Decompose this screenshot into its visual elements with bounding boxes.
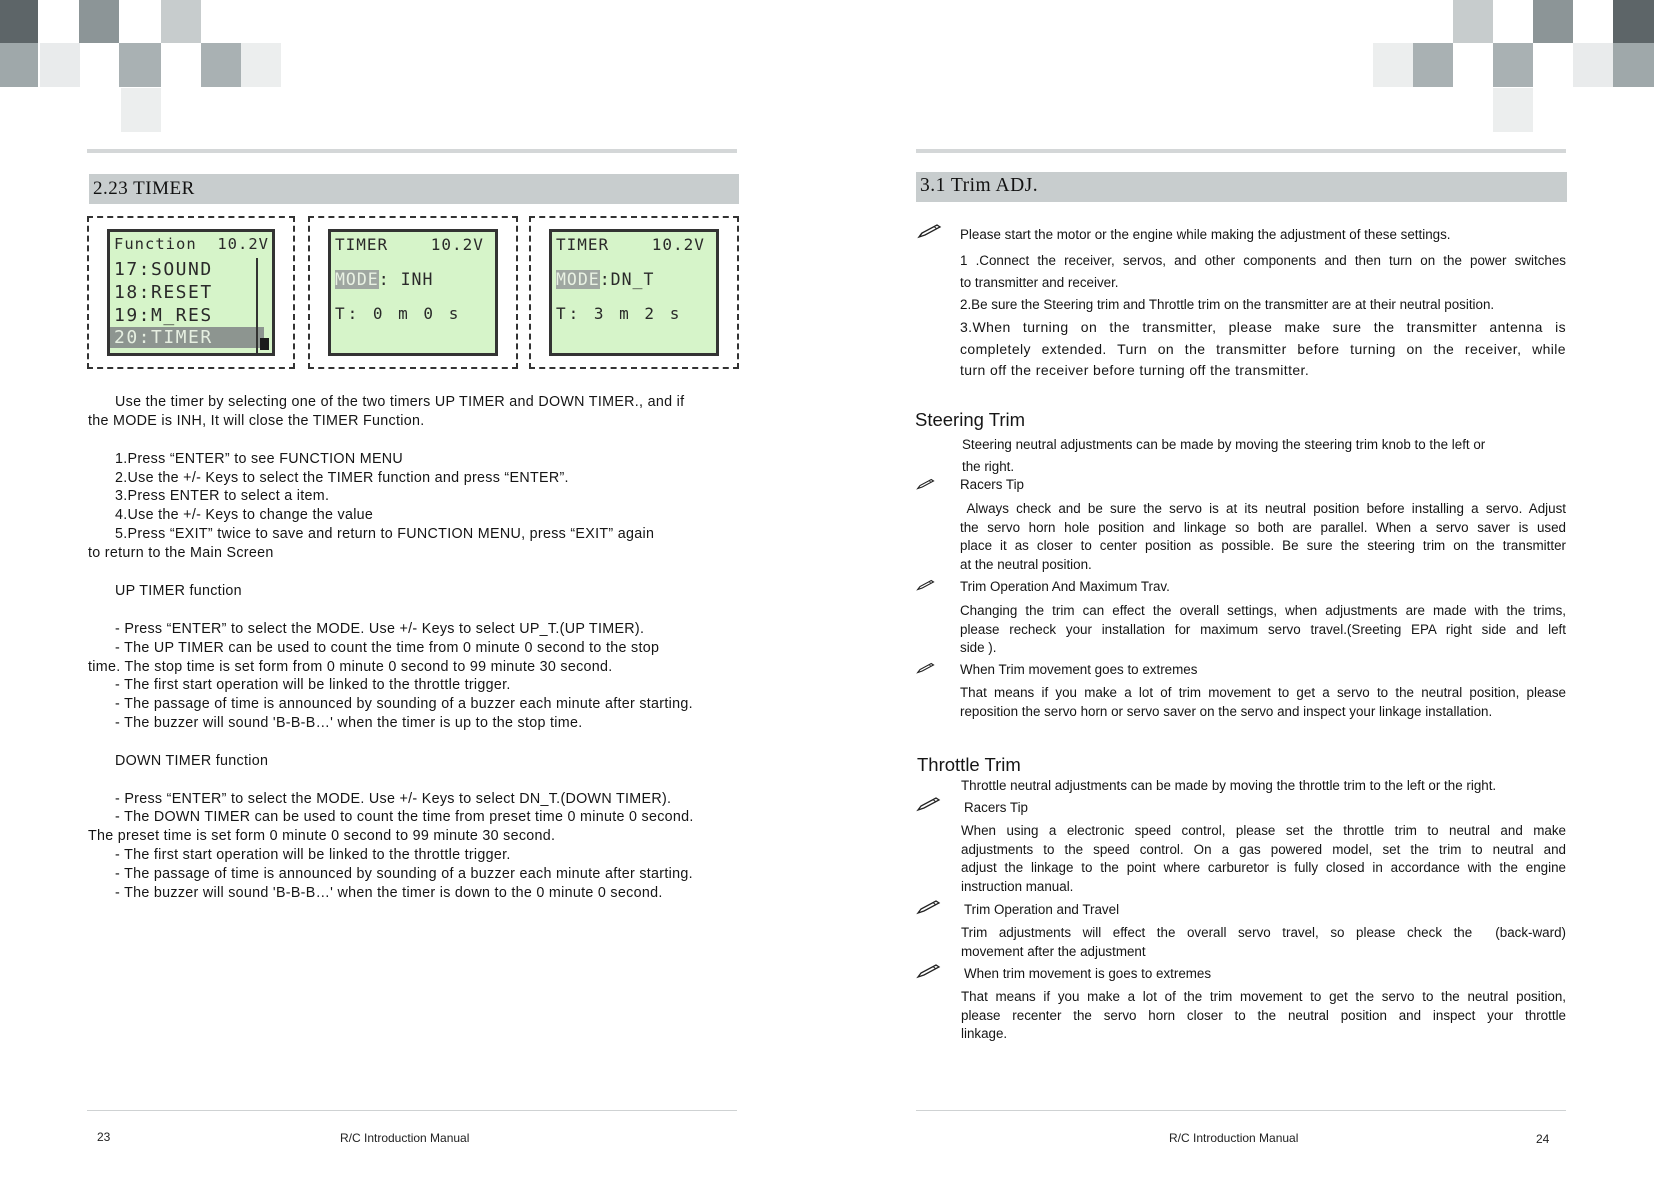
tip-line: That means if you make a lot of the trim movement to get the servo to the neutral position,: [961, 989, 1566, 1004]
lcd-timer-down: [529, 216, 739, 369]
tip-line: adjust the linkage to the point where carburetor is fully closed in accordance with the engine: [961, 860, 1566, 875]
body-heading: DOWN TIMER function: [115, 753, 269, 769]
steering-tip3-title: When Trim movement goes to extremes: [960, 662, 1198, 677]
lcd-mode-value: : INH: [378, 270, 434, 289]
body-line: Use the timer by selecting one of the two timers UP TIMER and DOWN TIMER., and if: [115, 394, 685, 410]
tip-line: linkage.: [961, 1026, 1008, 1041]
section-title: 3.1 Trim ADJ.: [920, 175, 1039, 196]
body-line: - The passage of time is announced by sounding of a buzzer each minute after starting.: [115, 866, 693, 882]
lcd-function-menu: [87, 216, 295, 369]
body-line: 1.Press “ENTER” to see FUNCTION MENU: [115, 451, 404, 467]
tip-line: When using a electronic speed control, please set the throttle trim to neutral and make: [961, 823, 1566, 838]
steering-tip-title: Racers Tip: [960, 477, 1024, 492]
steering-trim-heading: Steering Trim: [915, 409, 1026, 430]
pen-icon: [916, 662, 936, 674]
body-line: the MODE is INH, It will close the TIMER Function.: [88, 413, 425, 429]
throttle-trim-heading: Throttle Trim: [917, 754, 1021, 775]
lcd-timer-inh: [308, 216, 518, 369]
lcd-line: 17:SOUND: [114, 259, 213, 280]
body-line: - The first start operation will be linked to the throttle trigger.: [115, 847, 511, 863]
tip-line: instruction manual.: [961, 878, 1074, 894]
pen-icon: [916, 579, 936, 591]
step-3-line: 3.When turning on the transmitter, please make sure the transmitter antenna is: [960, 319, 1566, 335]
lcd-header: TIMER 10.2V: [556, 235, 705, 254]
footer-title-right: R/C Introduction Manual: [1169, 1131, 1299, 1145]
body-line: - The buzzer will sound 'B-B-B…' when the timer is up to the stop time.: [115, 715, 583, 731]
lcd-header: Function 10.2V: [114, 235, 269, 253]
footer-rule-right: [916, 1110, 1566, 1111]
tip-line: at the neutral position.: [960, 556, 1092, 572]
lcd-line: 18:RESET: [114, 282, 213, 303]
lcd-time: T: 3 m 2 s: [556, 304, 683, 323]
section-title: 2.23 TIMER: [93, 178, 195, 199]
body-line: - The first start operation will be linked to the throttle trigger.: [115, 677, 511, 693]
steering-desc-line: Steering neutral adjustments can be made by moving the steering trim knob to the left or: [962, 437, 1486, 452]
intro-text: Please start the motor or the engine while making the adjustment of these settings.: [960, 227, 1451, 242]
tip-line: please recheck your installation for maximum servo travel.(Sreeting EPA right side and left: [960, 621, 1566, 637]
body-line: - Press “ENTER” to select the MODE. Use +/- Keys to select UP_T.(UP TIMER).: [115, 621, 645, 637]
body-heading: UP TIMER function: [115, 583, 242, 599]
tip-line: adjustments to the speed control. On a gas powered model, set the trim to neutral and: [961, 841, 1566, 857]
lcd-scrollbar: [256, 258, 272, 353]
step-3-line: completely extended. Turn on the transmitter before turning on the receiver, while: [960, 340, 1566, 357]
lcd-mode-value: :DN_T: [599, 270, 655, 289]
steering-tip-body: [960, 500, 1566, 574]
step-3: [960, 317, 1566, 382]
body-line: - The passage of time is announced by sounding of a buzzer each minute after starting.: [115, 696, 693, 712]
body-line: 3.Press ENTER to select a item.: [115, 488, 330, 504]
step-2: 2.Be sure the Steering trim and Throttle trim on the transmitter are at their neutral position.: [960, 297, 1495, 312]
tip-line: side ).: [960, 640, 997, 655]
steering-desc: [962, 434, 1562, 477]
pen-icon: [916, 478, 936, 490]
pen-icon: [916, 899, 942, 915]
steering-tip3-body: [960, 684, 1566, 721]
pen-icon: [917, 223, 943, 239]
throttle-tip-title: Racers Tip: [964, 800, 1028, 815]
body-line: time. The stop time is set form from 0 minute 0 second to 99 minute 30 second.: [88, 659, 613, 675]
body-line: 2.Use the +/- Keys to select the TIMER function and press “ENTER”.: [115, 470, 569, 486]
step-3-line: turn off the receiver before turning off the transmitter.: [960, 362, 1310, 378]
body-line: - The UP TIMER can be used to count the time from 0 minute 0 second to the stop: [115, 640, 660, 656]
body-line: 5.Press “EXIT” twice to save and return to FUNCTION MENU, press “EXIT” again: [115, 526, 655, 542]
steering-tip2-body: [960, 602, 1566, 658]
tip-line: movement after the adjustment: [961, 943, 1146, 959]
body-line: - The DOWN TIMER can be used to count the time from preset time 0 minute 0 second.: [115, 809, 694, 825]
header-rule-left: [87, 149, 737, 153]
body-line: - Press “ENTER” to select the MODE. Use +/- Keys to select DN_T.(DOWN TIMER).: [115, 791, 672, 807]
tip-line: the servo horn hole position and linkage so both are parallel. When a servo saver is used: [960, 519, 1566, 535]
tip-line: Trim adjustments will effect the overall servo travel, so please check the (back-ward): [961, 925, 1566, 940]
body-line: - The buzzer will sound 'B-B-B…' when the timer is down to the 0 minute 0 second.: [115, 885, 663, 901]
body-line: 4.Use the +/- Keys to change the value: [115, 507, 374, 523]
step-1: [960, 252, 1566, 292]
steering-tip2-title: Trim Operation And Maximum Trav.: [960, 579, 1170, 594]
tip-line: reposition the servo horn or servo saver on the servo and inspect your linkage installation.: [960, 703, 1493, 719]
throttle-tip-body: [961, 822, 1566, 896]
lcd-selected-line: 20:TIMER: [110, 327, 264, 348]
step-1-line: 1 .Connect the receiver, servos, and other components and then turn on the power switches: [960, 253, 1566, 268]
footer-title-left: R/C Introduction Manual: [340, 1131, 470, 1145]
lcd-header: TIMER 10.2V: [335, 235, 484, 254]
throttle-tip2-title: Trim Operation and Travel: [964, 902, 1120, 917]
tip-line: That means if you make a lot of trim movement to get a servo to the neutral position, please: [960, 685, 1566, 700]
throttle-tip3-body: [961, 988, 1566, 1044]
tip-line: place it as closer to center position as possible. Be sure the steering trim on the transmitter: [960, 538, 1566, 553]
body-line: The preset time is set form 0 minute 0 second to 99 minute 30 second.: [88, 828, 556, 844]
header-rule-right: [916, 149, 1566, 153]
lcd-mode-label: MODE: [335, 270, 379, 289]
pen-icon: [916, 796, 942, 812]
section-header-trim: [916, 172, 1567, 202]
body-line: to return to the Main Screen: [88, 545, 274, 561]
footer-rule-left: [87, 1110, 737, 1111]
pen-icon: [916, 963, 942, 979]
throttle-tip2-body: [961, 924, 1566, 961]
section-header-timer: [89, 174, 739, 204]
page-number-right: 24: [1536, 1132, 1550, 1146]
lcd-line: 19:M_RES: [114, 305, 213, 326]
tip-line: Changing the trim can effect the overall settings, when adjustments are made with the trims,: [960, 603, 1566, 618]
steering-desc-line: the right.: [962, 458, 1015, 474]
tip-line: please recenter the servo horn closer to the neutral position and inspect your throttle: [961, 1007, 1566, 1023]
lcd-time: T: 0 m 0 s: [335, 304, 462, 323]
step-1-line: to transmitter and receiver.: [960, 274, 1119, 290]
lcd-mode-label: MODE: [556, 270, 600, 289]
tip-line: Always check and be sure the servo is at its neutral position before installing a servo. Adjust: [960, 501, 1566, 516]
throttle-tip3-title: When trim movement is goes to extremes: [964, 966, 1212, 981]
throttle-desc: Throttle neutral adjustments can be made by moving the throttle trim to the left or the right.: [961, 778, 1497, 793]
page-number-left: 23: [97, 1130, 111, 1144]
